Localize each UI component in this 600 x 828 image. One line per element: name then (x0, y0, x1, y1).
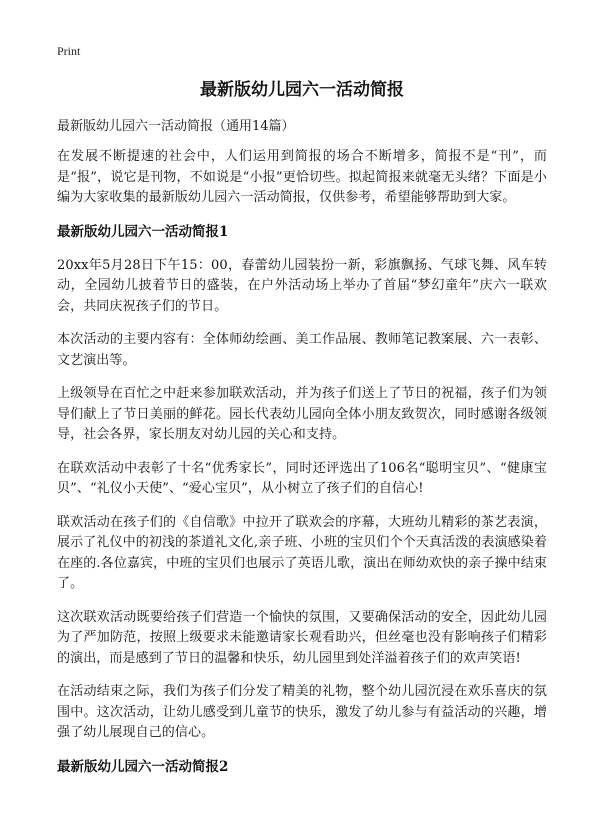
section1-paragraph: 这次联欢活动既要给孩子们营造一个愉快的氛围，又要确保活动的安全，因此幼儿园为了严加防范，按照上级要求未能邀请家长观看助兴，但丝毫也没有影响孩子们精彩的演出，而是感到了节日的温馨和快乐，幼儿园里到处洋溢着孩子们的欢声笑语! (57, 609, 547, 666)
section1-paragraph: 在活动结束之际，我们为孩子们分发了精美的礼物，整个幼儿园沉浸在欢乐喜庆的氛围中。这次活动，让幼儿感受到儿童节的快乐，激发了幼儿参与有益活动的兴趣，增强了幼儿展现自己的信心。 (57, 684, 547, 740)
section1-paragraph: 联欢活动在孩子们的《自信歌》中拉开了联欢会的序幕，大班幼儿精彩的茶艺表演，展示了礼仪中的初浅的茶道礼文化,亲子班、小班的宝贝们个个天真活泼的表演感染着在座的.各位嘉宾，中班的宝贝们也展示了英语儿歌，演出在师幼欢快的亲子操中结束了。 (57, 514, 547, 591)
section1-paragraph: 在联欢活动中表彰了十名“优秀家长”，同时还评选出了106名“聪明宝贝”、“健康宝贝”、“礼仪小天使”、“爱心宝贝”，从小树立了孩子们的自信心! (57, 460, 547, 496)
section1-paragraph: 20xx年5月28日下午15：00，春蕾幼儿园装扮一新，彩旗飘扬、气球飞舞、风车转动，全园幼儿披着节日的盛装，在户外活动场上举办了首届“梦幻童年”庆六一联欢会，共同庆祝孩子们的节日。 (57, 257, 547, 314)
document-subtitle: 最新版幼儿园六一活动简报（通用14篇） (57, 119, 295, 134)
section-heading-1: 最新版幼儿园六一活动简报1 (57, 223, 229, 240)
section1-paragraph: 本次活动的主要内容有：全体师幼绘画、美工作品展、教师笔记教案展、六一表彰、文艺演出等。 (57, 332, 547, 368)
document-body (57, 78, 547, 791)
section1-paragraph: 上级领导在百忙之中赶来参加联欢活动，并为孩子们送上了节日的祝福，孩子们为领导们献上了节日美丽的鲜花。园长代表幼儿园向全体小朋友致贺次，同时感谢各级领导，社会各界，家长朋友对幼儿园的关心和支持。 (57, 386, 547, 442)
section-heading-2: 最新版幼儿园六一活动简报2 (57, 758, 229, 775)
document-title: 最新版幼儿园六一活动简报 (200, 80, 404, 100)
print-link[interactable]: Print (57, 44, 81, 58)
intro-paragraph: 在发展不断提速的社会中，人们运用到简报的场合不断增多，简报不是“刊”，而是“报”，说它是刊物，不如说是“小报”更恰切些。拟起简报来就毫无头绪？下面是小编为大家收集的最新版幼儿园六一活动简报，仅供参考，希望能够帮助到大家。 (57, 149, 547, 205)
